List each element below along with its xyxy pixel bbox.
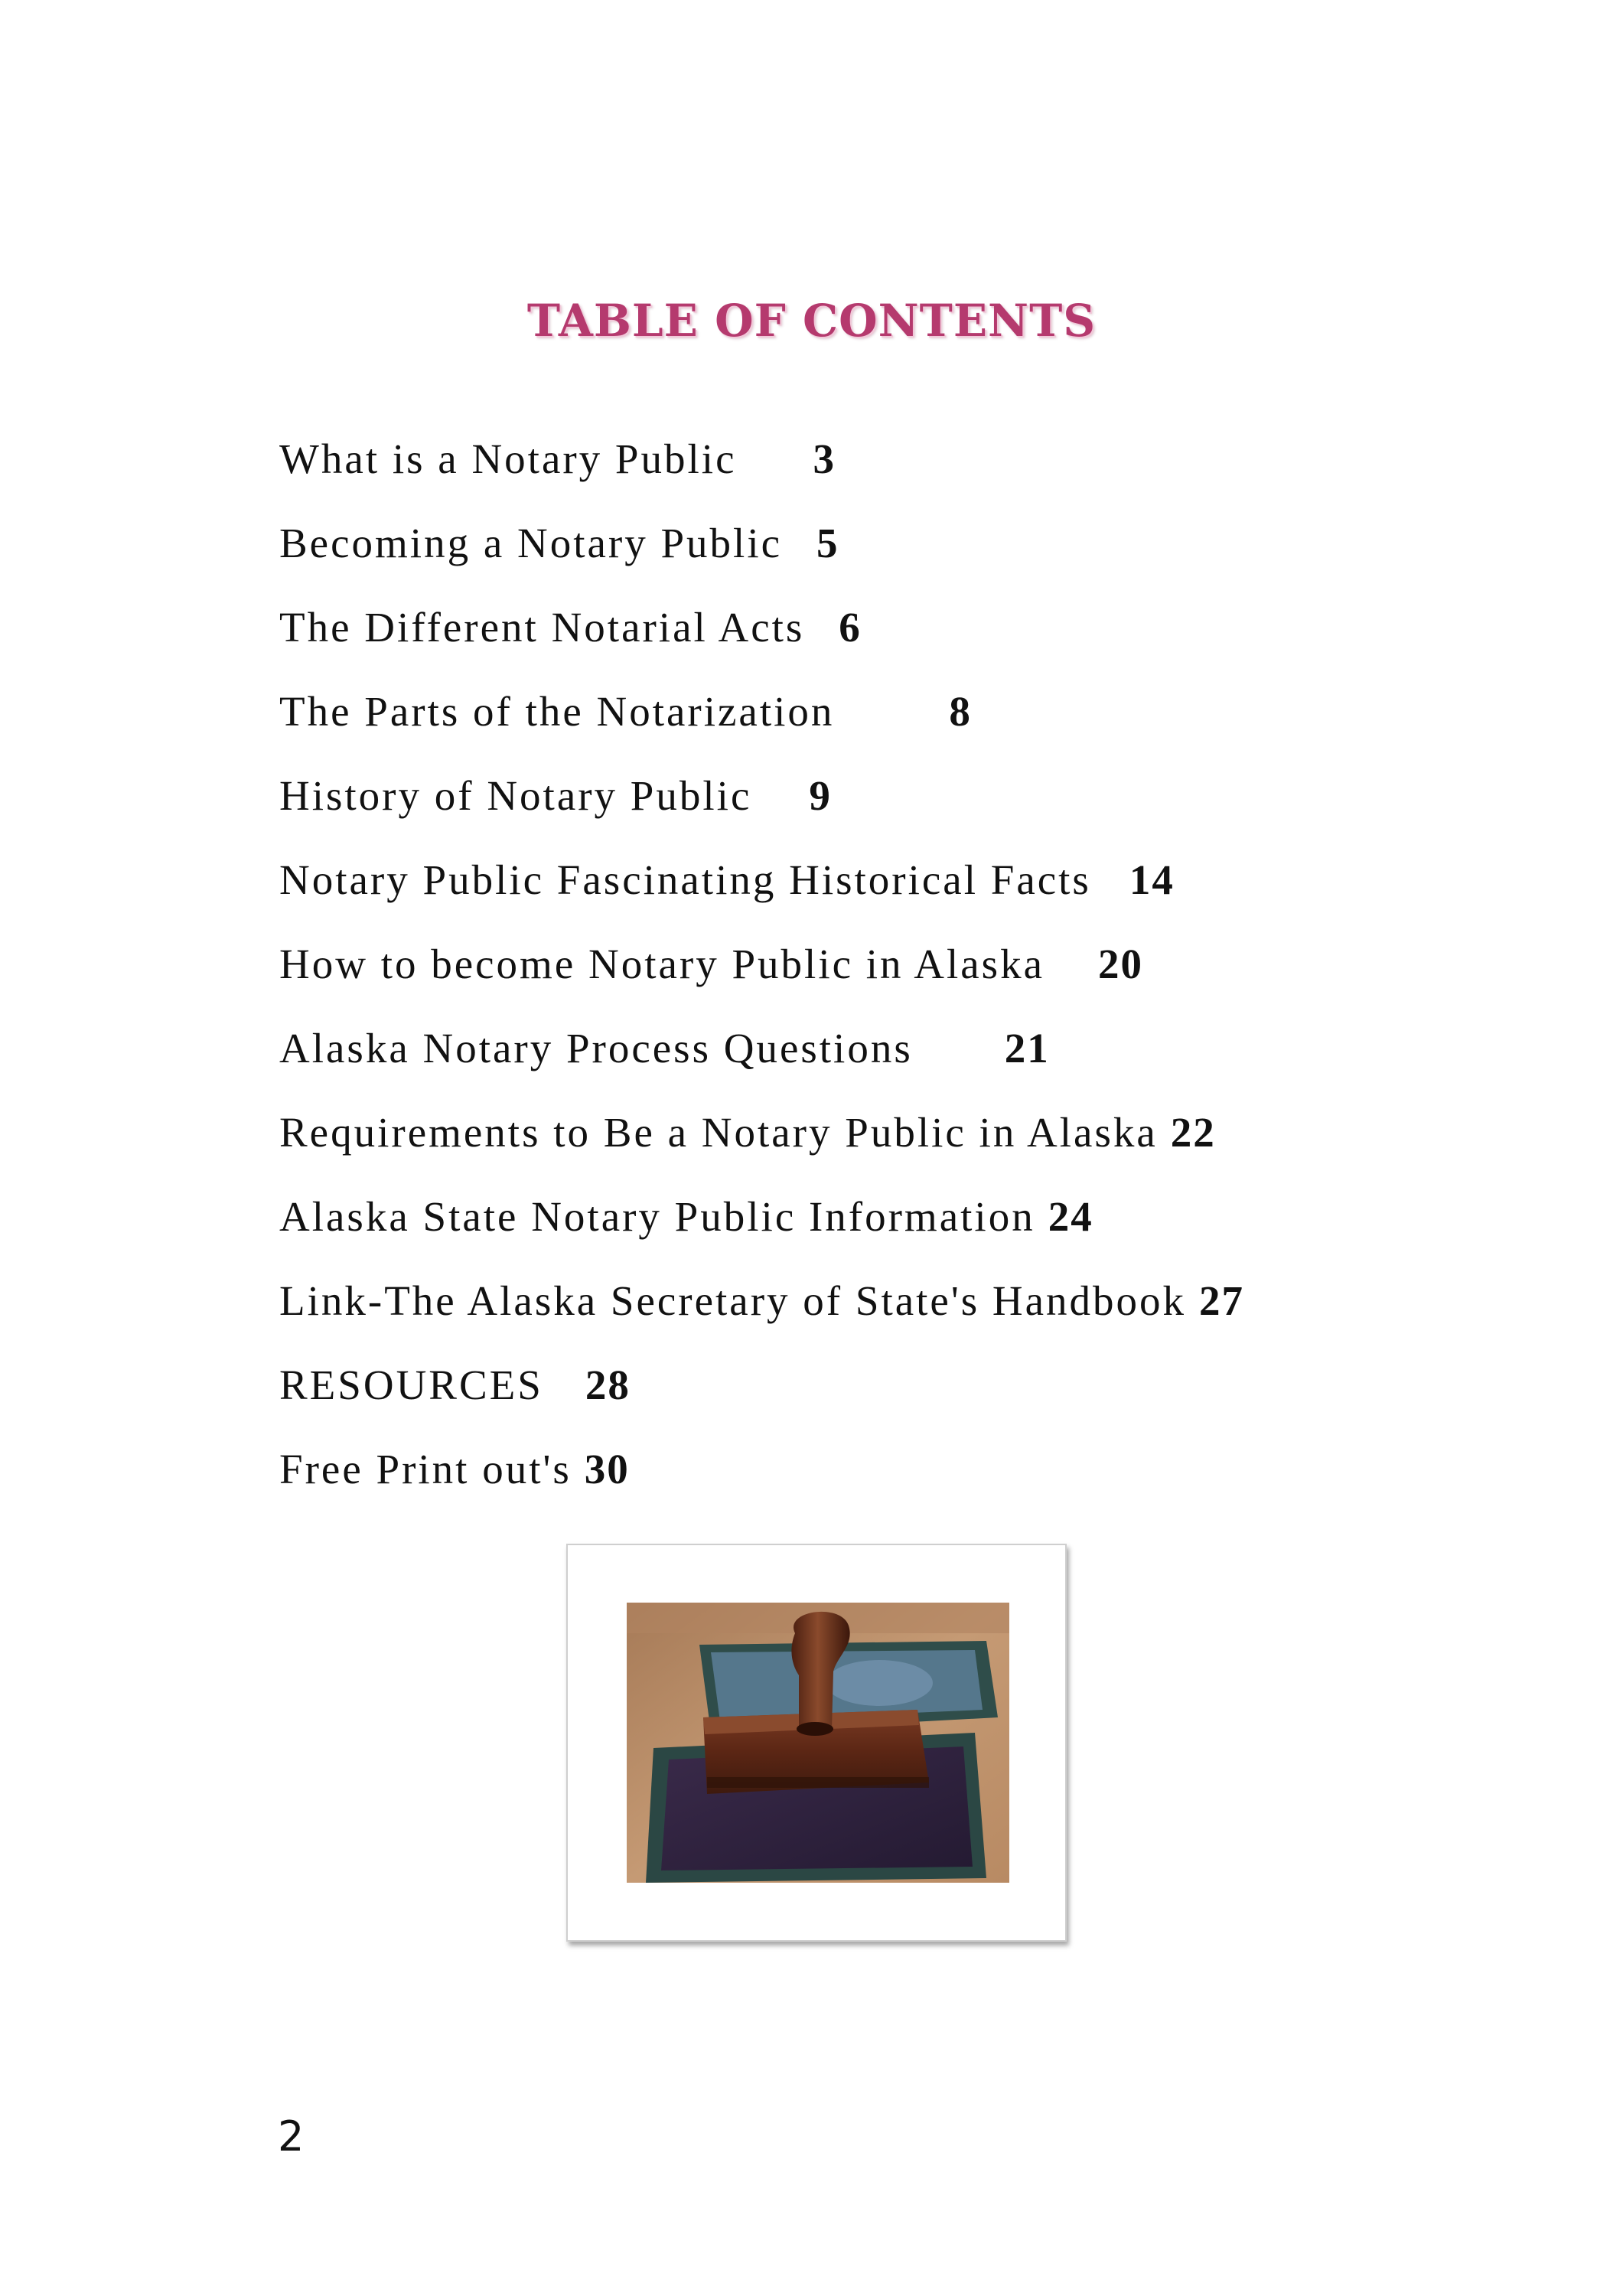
toc-entry-page: 22 [1170, 1109, 1216, 1156]
toc-entry [279, 597, 1427, 681]
toc-entry-page: 14 [1129, 856, 1175, 903]
toc-entry-page: 8 [949, 688, 972, 735]
toc-entry [279, 681, 1427, 765]
toc-entry [279, 429, 1427, 513]
toc-entry [279, 513, 1427, 597]
toc-entry-label: Alaska State Notary Public Information [279, 1193, 1035, 1240]
toc-entry [279, 934, 1427, 1018]
toc-entry-label: The Different Notarial Acts [279, 604, 805, 651]
toc-entry-page: 20 [1098, 941, 1143, 987]
toc-entry-page: 30 [584, 1446, 630, 1492]
page-title: TABLE OF CONTENTS [526, 295, 1097, 347]
page-number: 2 [278, 2112, 305, 2161]
toc-entry-page: 3 [813, 435, 836, 482]
toc-entry-page: 6 [839, 604, 862, 651]
toc-entry-label: Alaska Notary Process Questions [279, 1025, 913, 1071]
toc-entry-label: What is a Notary Public [279, 435, 737, 482]
toc-entry-page: 21 [1004, 1025, 1050, 1071]
table-of-contents [279, 429, 1427, 1523]
toc-entry [279, 850, 1427, 934]
toc-entry-label: How to become Notary Public in Alaska [279, 941, 1045, 987]
toc-entry-label: History of Notary Public [279, 772, 752, 819]
toc-entry-label: Becoming a Notary Public [279, 520, 783, 566]
toc-entry-page: 9 [809, 772, 832, 819]
toc-entry-label: Notary Public Fascinating Historical Facts [279, 856, 1091, 903]
toc-entry-label: Requirements to Be a Notary Public in Alaska [279, 1109, 1158, 1156]
toc-entry-page: 24 [1048, 1193, 1093, 1240]
toc-entry [279, 1018, 1427, 1102]
toc-entry-page: 5 [816, 520, 839, 566]
toc-entry [279, 1439, 1427, 1523]
toc-entry [279, 1102, 1427, 1186]
toc-entry [279, 1270, 1427, 1355]
toc-entry-page: 28 [585, 1362, 631, 1408]
toc-entry [279, 1355, 1427, 1439]
toc-entry-label: The Parts of the Notarization [279, 688, 835, 735]
toc-entry-page: 27 [1199, 1277, 1245, 1324]
toc-entry-label: Link-The Alaska Secretary of State's Handbook [279, 1277, 1187, 1324]
toc-entry-label: RESOURCES [279, 1362, 543, 1408]
toc-entry [279, 1186, 1427, 1270]
notary-stamp-photo [627, 1603, 1009, 1883]
toc-entry [279, 765, 1427, 850]
photo-frame [566, 1544, 1067, 1942]
toc-entry-label: Free Print out's [279, 1446, 572, 1492]
